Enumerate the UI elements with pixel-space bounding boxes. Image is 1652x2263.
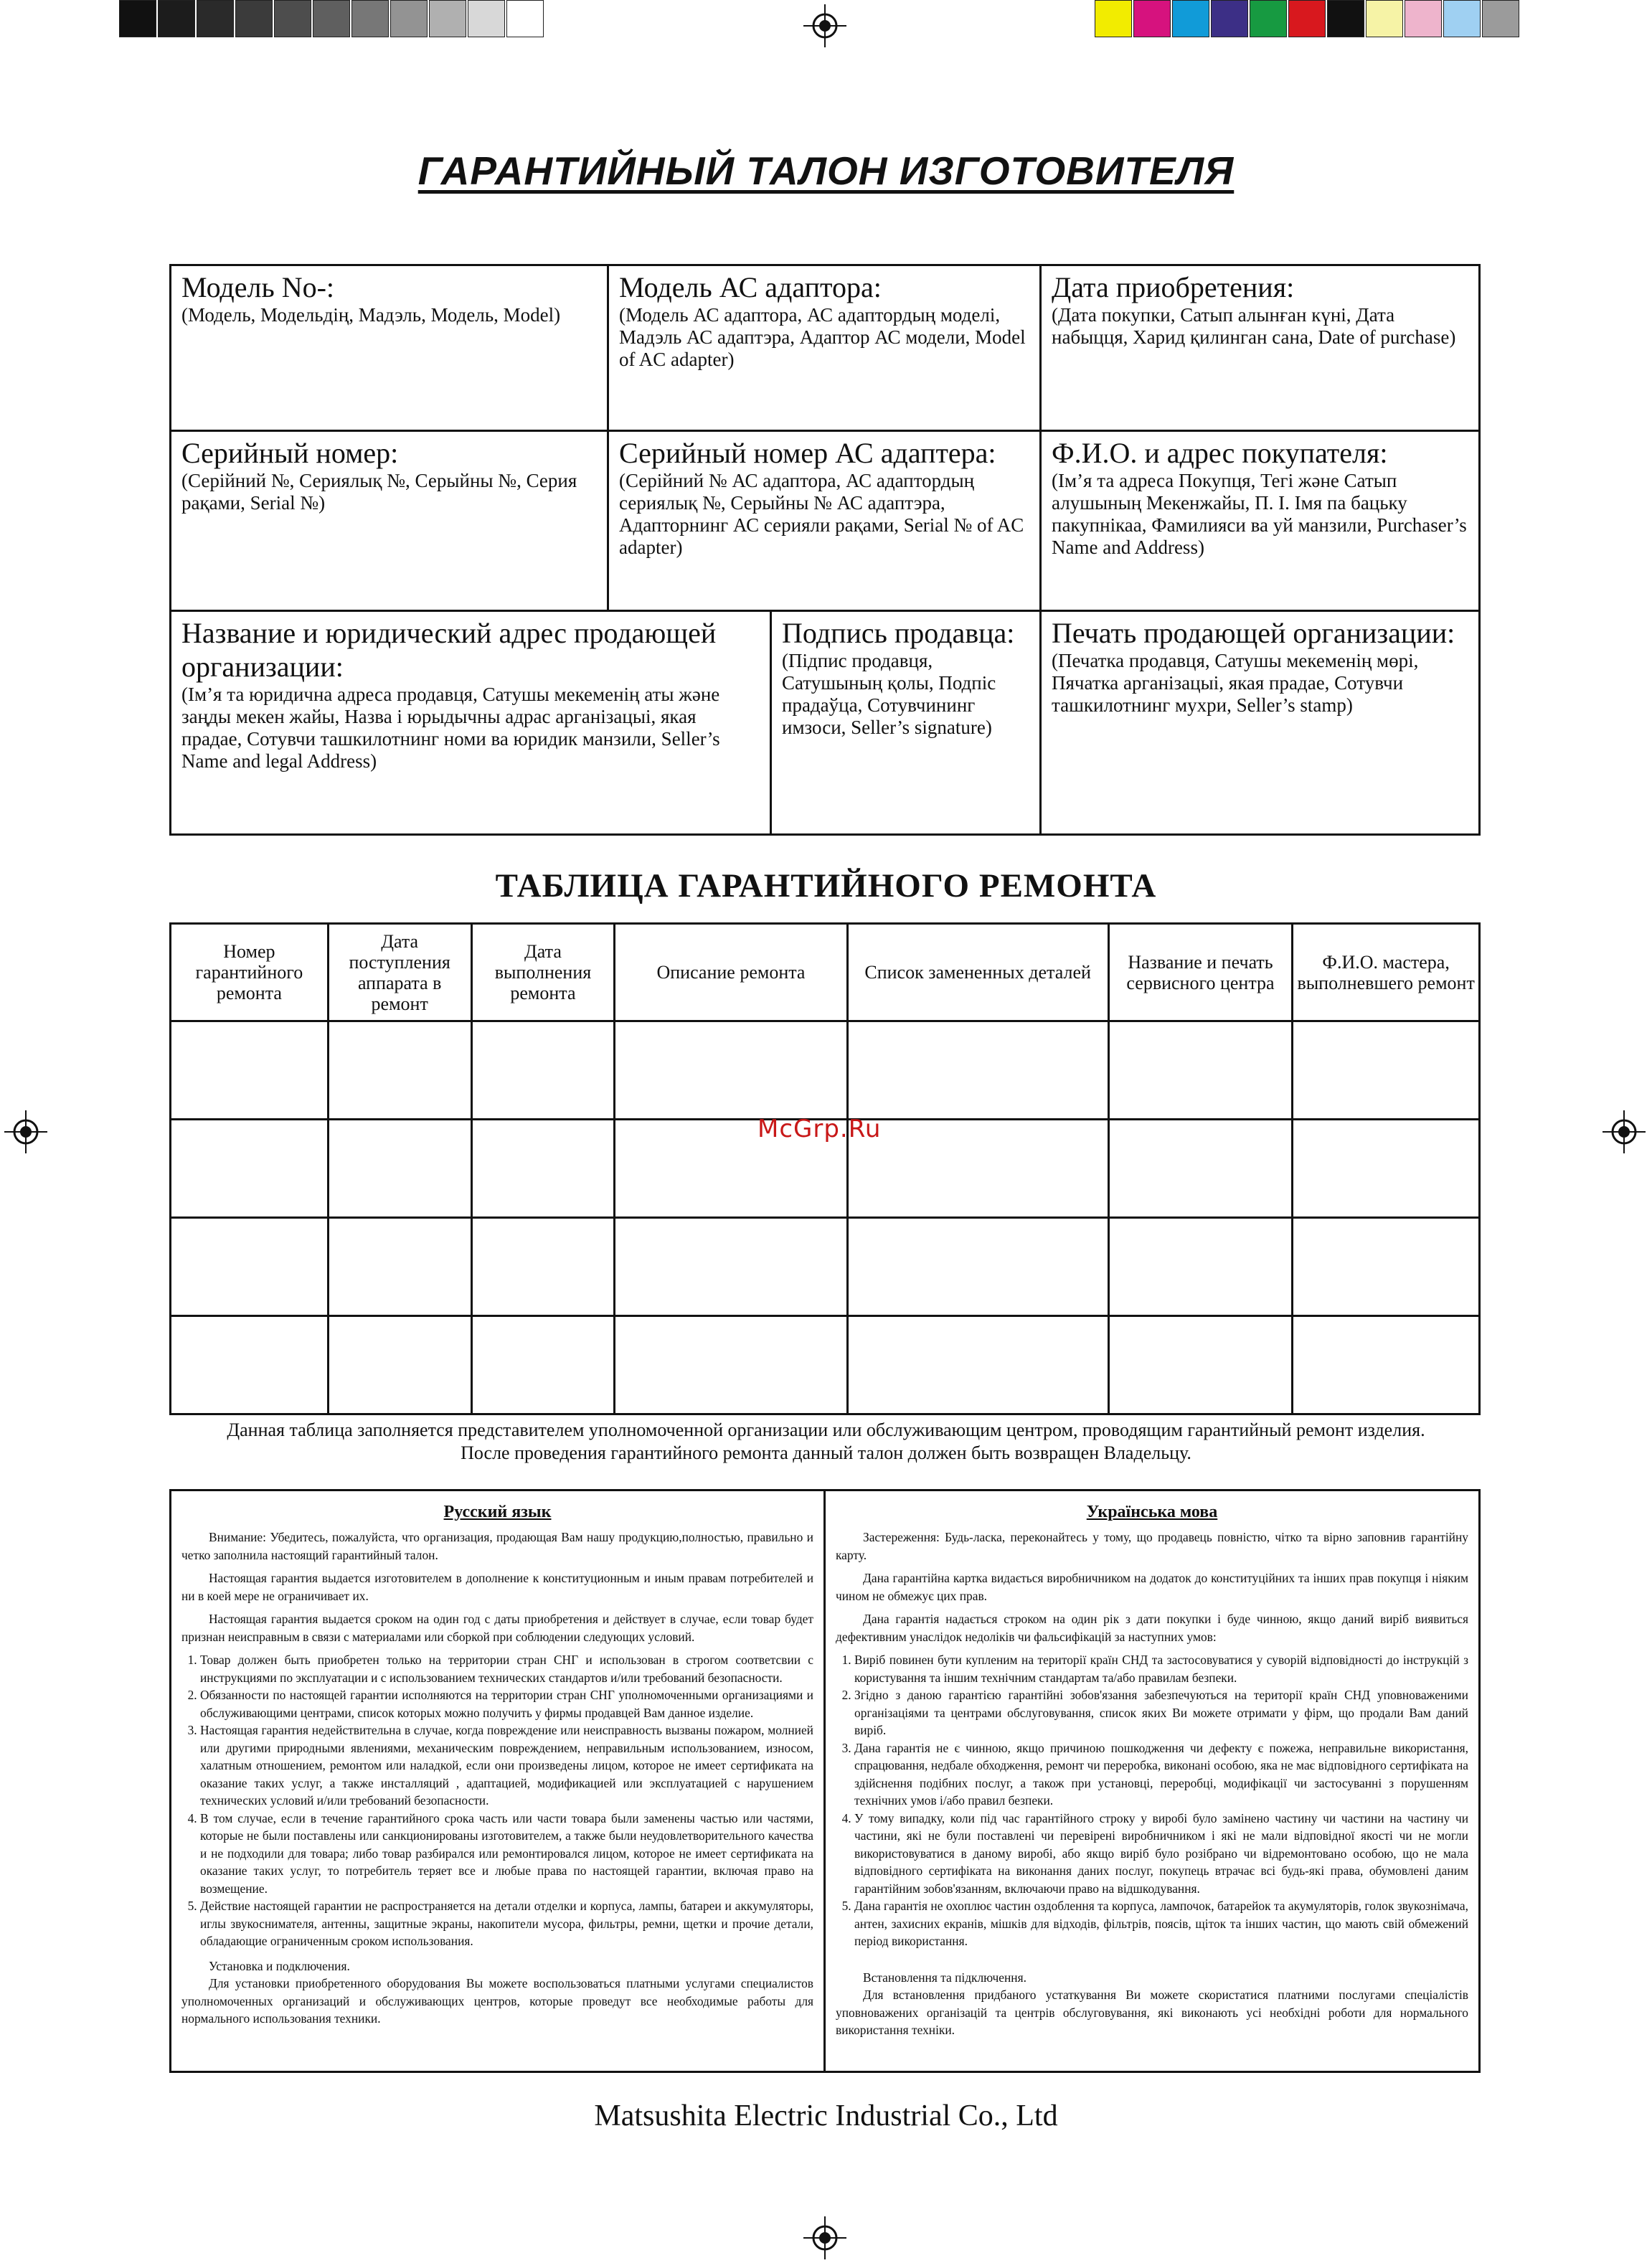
color-swatch: [1211, 0, 1248, 37]
ac-adapter-serial-label: Серийный номер АС адаптера:: [619, 437, 996, 469]
russian-paragraph: Внимание: Убедитесь, пожалуйста, что организация, продающая Вам нашу продукцию,полностью, правильно и четко заполнила настоящий гарантийный талон.: [181, 1530, 813, 1562]
repair-table-header-row: [171, 924, 1480, 1021]
serial-number-cell: [169, 430, 609, 612]
table-cell[interactable]: [1108, 1218, 1293, 1316]
table-row: [171, 1316, 1480, 1414]
table-cell[interactable]: [615, 1316, 847, 1414]
purchase-date-cell: [1039, 264, 1481, 432]
color-swatch: [1133, 0, 1171, 37]
list-item: 3. Дана гарантія не є чинною, якщо причиною пошкодження чи дефекту є пожежа, неправильне використання, спрацювання, недбале обходження, ремонт чи переробка, виконані особою, яка не має відповідного сертифіката на здійснення подібних послуг, а також при установці, переробці, модифікації чи застосуванні з порушенням технічних умов і/або правил безпеки.: [854, 1739, 1468, 1810]
seller-organization-cell: [169, 610, 772, 836]
russian-paragraph: Настоящая гарантия выдается сроком на один год с даты приобретения и действует в случае, если товар будет признан неисправным в связи с материалами или сборкой при соблюдении следующих условий.: [181, 1612, 813, 1644]
table-cell[interactable]: [171, 1316, 329, 1414]
table-cell[interactable]: [1108, 1021, 1293, 1120]
table-cell[interactable]: [171, 1120, 329, 1218]
color-swatch: [1366, 0, 1403, 37]
russian-paragraph: Настоящая гарантия выдается изготовителем в дополнение к конституционным и иным правам потребителей и ни в коей мере не ограничивает их.: [181, 1571, 813, 1603]
column-header: Описание ремонта: [615, 924, 847, 1021]
repair-table: [169, 922, 1481, 1415]
column-header: Дата поступления аппарата в ремонт: [328, 924, 471, 1021]
table-cell[interactable]: [615, 1021, 847, 1120]
table-cell[interactable]: [1293, 1316, 1480, 1414]
table-note-line-1: Данная таблица заполняется представителем уполномоченной организации или обслуживающим центром, проводящим гарантийный ремонт изделия.: [227, 1419, 1425, 1440]
table-cell[interactable]: [471, 1316, 615, 1414]
ac-adapter-model-translations: (Модель АС адаптора, АС адаптордың моделi, Мадэль АС адаптэра, Адаптор АС модели, Model of AC adapter): [619, 304, 1026, 370]
manufacturer-footer: Matsushita Electric Industrial Co., Ltd: [594, 2099, 1058, 2132]
russian-terms-column: [171, 1491, 826, 2071]
model-label: Модель No-:: [181, 271, 335, 303]
list-item: 2. Обязанности по настоящей гарантии исполняются на территории стран СНГ уполномоченными организациями и обслуживающими центрами, список которых можно получить у фирмы продавцей Вам данное изделие.: [200, 1686, 813, 1721]
ukrainian-terms-column: [826, 1491, 1478, 2071]
russian-install-title: Установка и подключения.: [209, 1958, 350, 1973]
table-cell[interactable]: [471, 1021, 615, 1120]
gray-swatch: [274, 0, 311, 37]
table-cell[interactable]: [471, 1120, 615, 1218]
table-cell[interactable]: [1293, 1021, 1480, 1120]
seller-stamp-translations: (Печатка продавця, Сатушы мекеменiң мөрi, Пячатка арганiзацыi, якая прадае, Сотувчи ташкилотнинг мухри, Seller’s stamp): [1052, 650, 1419, 716]
registration-mark-left-icon: [4, 1110, 47, 1153]
color-swatch: [1327, 0, 1364, 37]
ac-adapter-serial-translations: (Серійний № АС адаптора, АС адаптордың сериялық №, Серыйны № АС адаптэра, Адапторнинг АС серияли рақами, Serial № of AC adapter): [619, 470, 1024, 558]
table-cell[interactable]: [1108, 1120, 1293, 1218]
color-swatch: [1405, 0, 1442, 37]
seller-signature-cell: [770, 610, 1042, 836]
seller-signature-label: Подпись продавца:: [782, 617, 1015, 649]
seller-organization-translations: (Ім’я та юридична адреса продавця, Сатушы мекеменiң аты және заңды мекен жайы, Назва i юрыдычны адрас арганiзацыi, якая прадае, Сотувчи ташкилотнинг номи ва юридик манзили, Seller’s Name and legal Address): [181, 684, 720, 772]
table-cell[interactable]: [847, 1218, 1108, 1316]
color-swatch: [1095, 0, 1132, 37]
ukrainian-heading: Українська мова: [1086, 1503, 1218, 1521]
page-title: ГАРАНТИЙНЫЙ ТАЛОН ИЗГОТОВИТЕЛЯ: [417, 148, 1235, 193]
list-item: 5. Дана гарантія не охоплює частин оздоблення та корпуса, лампочок, батарейок та акумуляторів, голок звукознімача, антен, захисних екранів, мішків для відходів, фільтрів, поясів, щіток та інших частин, що мають свій обмежений період використання.: [854, 1897, 1468, 1950]
ac-adapter-model-label: Модель АС адаптора:: [619, 271, 882, 303]
list-item: 4. У тому випадку, коли під час гарантійного строку у виробі було замінено частину чи частини на частину чи частини, які не були поставлені чи перевірені виробничником і які не мали відповідної якості чи не могли використовуватися в даному виробі, або якщо виріб було розібрано чи відремонтовано особою, що не мала відповідного сертифіката на виконання даних послуг, покупець втрачає всі будь-які права, обумовлені даним гарантійним зобов'язанням, включаючи право на відшкодування.: [854, 1810, 1468, 1898]
color-swatch: [1172, 0, 1209, 37]
process-color-bar: [1095, 0, 1521, 39]
russian-heading: Русский язык: [443, 1503, 552, 1521]
ukrainian-conditions-list: [836, 1651, 1468, 1950]
column-header: Дата выполнения ремонта: [471, 924, 615, 1021]
purchase-date-translations: (Дата покупки, Сатып алынған күнi, Дата набыцця, Харид қилинган сана, Date of purchase): [1052, 304, 1456, 348]
model-cell: [169, 264, 609, 432]
table-cell[interactable]: [847, 1316, 1108, 1414]
table-cell[interactable]: [471, 1218, 615, 1316]
purchaser-translations: (Ім’я та адреса Покупця, Тегi және Сатып алушының Мекенжайы, П. І. Імя па бацьку пакупнікаа, Фамилияси ва уй манзили, Purchaser’s Name and Address): [1052, 470, 1467, 558]
gray-swatch: [429, 0, 466, 37]
table-cell[interactable]: [1293, 1120, 1480, 1218]
table-note-line-2: После проведения гарантийного ремонта данный талон должен быть возвращен Владельцу.: [461, 1442, 1191, 1463]
color-swatch: [1250, 0, 1287, 37]
column-header: Номер гарантийного ремонта: [171, 924, 329, 1021]
gray-swatch: [197, 0, 234, 37]
gray-swatch: [119, 0, 156, 37]
gray-swatch: [506, 0, 544, 37]
color-swatch: [1443, 0, 1481, 37]
russian-install-text: Для установки приобретенного оборудования Вы можете воспользоваться платными услугами специалистов уполномоченных организаций и обслуживающих центров, которые проведут все необходимые работы для нормального использования техники.: [181, 1976, 813, 2026]
list-item: 1. Товар должен быть приобретен только на территории стран СНГ и использован в строгом соответсвии с инструкциями по эксплуатации и с использованием технических стандартов и/или требований безопасности.: [200, 1651, 813, 1686]
table-cell[interactable]: [171, 1021, 329, 1120]
list-item: 2. Згідно з даною гарантією гарантійні зобов'язання забезпечуються на території країн СНД уповноваженими організаціями та центрами обслуговування, список яких Ви можете отримати у фірм, що продали Вам даний виріб.: [854, 1686, 1468, 1739]
gray-scale-bar: [119, 0, 545, 39]
watermark: McGrp.Ru: [757, 1115, 882, 1143]
list-item: 1. Виріб повинен бути купленим на території країн СНД та застосовуватися у суворій відповідності до інструкцій з користування та іншим технічним стандартам та/або правилам безпеки.: [854, 1651, 1468, 1686]
ac-adapter-serial-cell: [607, 430, 1042, 612]
purchaser-cell: [1039, 430, 1481, 612]
list-item: 4. В том случае, если в течение гарантийного срока часть или части товара были заменены частью или частями, которые не были поставлены или санкционированы изготовителем, а также были неудовлетворительного качества и не подходили для товара; либо товар разбирался или ремонтировался лицом, которое не имеет сертификата на оказание таких услуг, то потребитель теряет все и любые права по настоящей гарантии, включая право на возмещение.: [200, 1810, 813, 1898]
purchaser-label: Ф.И.О. и адрес покупателя:: [1052, 437, 1388, 469]
gray-swatch: [313, 0, 350, 37]
serial-number-label: Серийный номер:: [181, 437, 399, 469]
color-swatch: [1288, 0, 1326, 37]
gray-swatch: [468, 0, 505, 37]
ac-adapter-model-cell: [607, 264, 1042, 432]
gray-swatch: [351, 0, 389, 37]
table-cell[interactable]: [1108, 1316, 1293, 1414]
column-header: Название и печать сервисного центра: [1108, 924, 1293, 1021]
registration-mark-bottom-icon: [803, 2216, 846, 2259]
seller-organization-label: Название и юридический адрес продающей организации:: [181, 617, 717, 683]
table-cell[interactable]: [847, 1021, 1108, 1120]
table-cell[interactable]: [328, 1021, 471, 1120]
table-cell[interactable]: [328, 1218, 471, 1316]
gray-swatch: [235, 0, 273, 37]
purchase-date-label: Дата приобретения:: [1052, 271, 1295, 303]
gray-swatch: [158, 0, 195, 37]
ukrainian-install-title: Встановлення та підключення.: [863, 1970, 1026, 1985]
table-cell[interactable]: [328, 1316, 471, 1414]
warranty-terms-box: [169, 1489, 1481, 2073]
list-item: 5. Действие настоящей гарантии не распространяется на детали отделки и корпуса, лампы, батареи и аккумуляторы, иглы звукоснимателя, антенны, защитные экраны, накопители мусора, фильтры, ремни, щетки и прочие детали, обладающие ограниченным сроком использования.: [200, 1897, 813, 1950]
column-header: Список замененных деталей: [847, 924, 1108, 1021]
table-cell[interactable]: [328, 1120, 471, 1218]
color-swatch: [1482, 0, 1519, 37]
seller-signature-translations: (Підпис продавця, Сатушының қолы, Подпiс прадаўца, Сотувчининг имзоси, Seller’s signature): [782, 650, 996, 738]
table-cell[interactable]: [615, 1218, 847, 1316]
registration-mark-right-icon: [1603, 1110, 1646, 1153]
column-header: Ф.И.О. мастера, выполневшего ремонт: [1293, 924, 1480, 1021]
seller-stamp-cell: [1039, 610, 1481, 836]
list-item: 3. Настоящая гарантия недействительна в случае, когда повреждение или неисправность вызваны пожаром, молнией или другими природными явлениями, механическим повреждением, неправильным использованием, износом, халатным отношением, ремонтом или наладкой, если они произведены лицом, которое не имеет сертификата на оказание таких услуг, а также инсталляций , адаптацией, модификацией или эксплуатацией с нарушением технических условий и/или требований безопасности.: [200, 1721, 813, 1810]
table-row: [171, 1218, 1480, 1316]
ukrainian-paragraph: Застереження: Будь-ласка, переконайтесь у тому, що продавець повністю, чітко та вірно заповнив гарантійну карту.: [836, 1530, 1468, 1562]
serial-number-translations: (Серійний №, Сериялық №, Серыйны №, Серия рақами, Serial №): [181, 470, 577, 514]
table-cell[interactable]: [847, 1120, 1108, 1218]
seller-stamp-label: Печать продающей организации:: [1052, 617, 1455, 649]
gray-swatch: [390, 0, 428, 37]
table-cell[interactable]: [171, 1218, 329, 1316]
repair-table-title: ТАБЛИЦА ГАРАНТИЙНОГО РЕМОНТА: [495, 867, 1157, 904]
ukrainian-paragraph: Дана гарантія надається строком на один рік з дати покупки і буде чинною, якщо даний виріб виявиться дефективним унаслідок недоліків чи фальсифікацій за наступних умов:: [836, 1612, 1468, 1644]
model-translations: (Модель, Модельдiң, Мадэль, Модель, Model): [181, 304, 561, 326]
table-row: [171, 1021, 1480, 1120]
table-cell[interactable]: [1293, 1218, 1480, 1316]
ukrainian-install-text: Для встановлення придбаного устаткування Ви можете скористатися платними послугами спеціалістів уповноважених організацій та центрів обслуговування, які виконають усі необхідні роботи для нормального використання техніки.: [836, 1988, 1468, 2037]
ukrainian-paragraph: Дана гарантійна картка видається виробничником на додаток до конституційних та інших прав покупця і ніяким чином не обмежує цих прав.: [836, 1571, 1468, 1603]
russian-conditions-list: [181, 1651, 813, 1950]
registration-mark-top-icon: [803, 4, 846, 47]
